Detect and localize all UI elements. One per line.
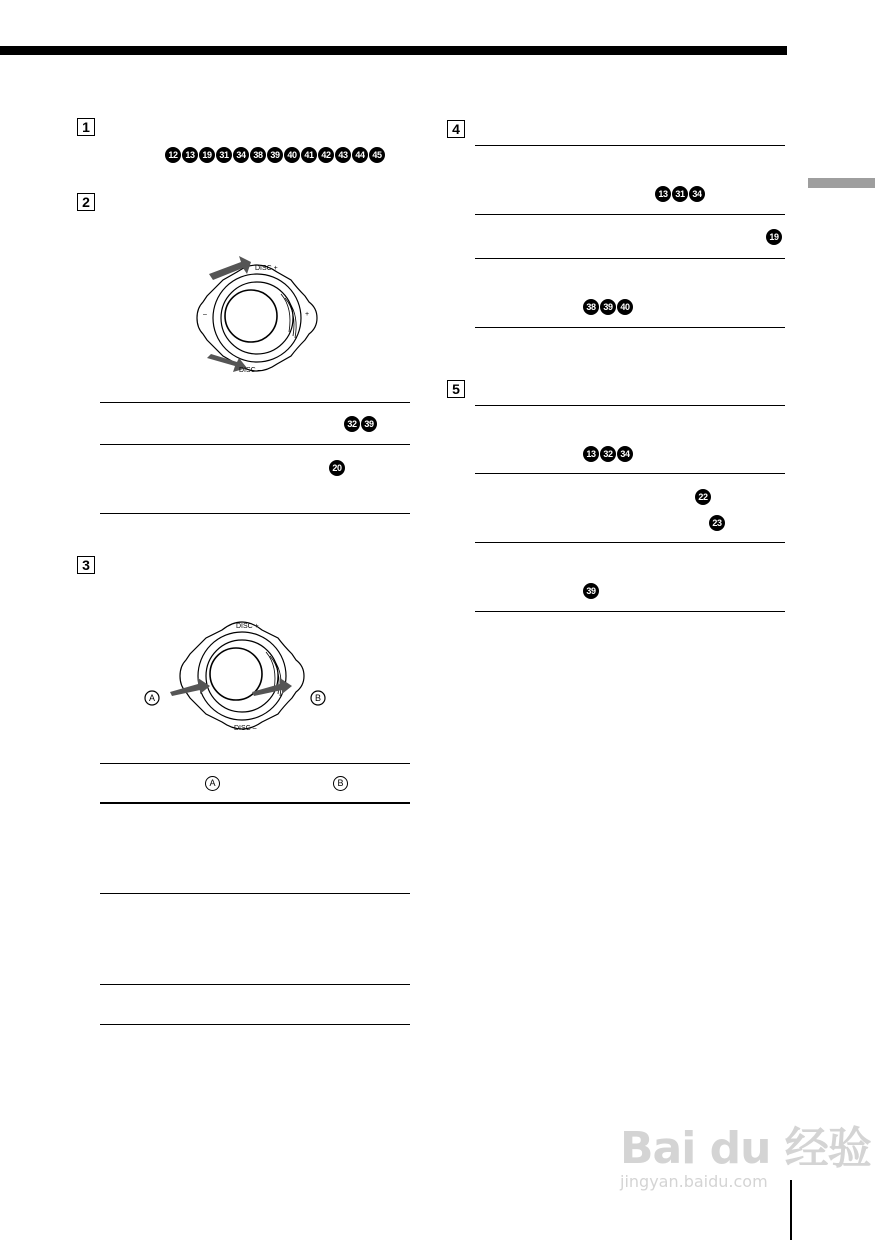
ref-badge: 41 [301, 147, 317, 163]
ref-badge: 45 [369, 147, 385, 163]
ref-badge: 40 [284, 147, 300, 163]
ref-badge: 13 [655, 186, 671, 202]
control-dial-figure-1 [185, 250, 330, 385]
side-tab [808, 178, 875, 188]
section-1-refs [165, 147, 385, 163]
ref-badge: 40 [617, 299, 633, 315]
section-5-row-3-refs [583, 583, 599, 599]
baidu-watermark [620, 1112, 871, 1191]
table-rule [100, 984, 410, 985]
table-rule [475, 405, 785, 406]
section-4-number: 4 [447, 120, 465, 138]
ref-badge: 34 [689, 186, 705, 202]
ref-badge: 13 [182, 147, 198, 163]
table-rule [100, 1024, 410, 1025]
section-4-row-3-refs [583, 299, 633, 315]
ref-badge: 43 [335, 147, 351, 163]
minus-label: – [203, 311, 207, 318]
section-5-row-2-ref-b [709, 515, 725, 531]
ref-badge: 22 [695, 489, 711, 505]
table-rule [100, 444, 410, 445]
label-a: A [149, 693, 156, 703]
ref-badge: 19 [199, 147, 215, 163]
section-2-number: 2 [77, 193, 95, 211]
ref-badge: 34 [617, 446, 633, 462]
ref-badge: 32 [344, 416, 360, 432]
section-2-row-1-refs [344, 416, 377, 432]
section-3-number: 3 [77, 556, 95, 574]
watermark-logo-text: Bai du 经验 [620, 1123, 871, 1174]
column-a-header: A [205, 776, 220, 791]
table-rule [100, 513, 410, 514]
ref-badge: 34 [233, 147, 249, 163]
section-2-row-2-refs [329, 460, 345, 476]
top-rule [0, 46, 787, 55]
ref-badge: 39 [361, 416, 377, 432]
table-rule [475, 214, 785, 215]
ref-badge: 39 [583, 583, 599, 599]
ref-badge: 38 [250, 147, 266, 163]
plus-label: + [305, 311, 310, 318]
ref-badge: 23 [709, 515, 725, 531]
table-rule [475, 258, 785, 259]
column-b-header: B [333, 776, 348, 791]
table-rule [475, 327, 785, 328]
ref-badge: 44 [352, 147, 368, 163]
section-1-number: 1 [77, 118, 95, 136]
ref-badge: 31 [672, 186, 688, 202]
table-rule [475, 145, 785, 146]
ref-badge: 39 [267, 147, 283, 163]
ref-badge: 13 [583, 446, 599, 462]
ref-badge: 42 [318, 147, 334, 163]
section-4-row-1-refs [655, 186, 705, 202]
table-rule [475, 611, 785, 612]
ref-badge: 31 [216, 147, 232, 163]
table-rule [100, 763, 410, 764]
table-rule [475, 473, 785, 474]
disc-plus-label: DISC + [236, 623, 259, 630]
control-dial-figure-2 [140, 610, 340, 740]
table-rule [100, 802, 410, 804]
ref-badge: 12 [165, 147, 181, 163]
watermark-url: jingyan.baidu.com [620, 1172, 768, 1191]
ref-badge: 39 [600, 299, 616, 315]
disc-minus-label: DISC – [239, 367, 262, 374]
label-b: B [315, 693, 322, 703]
ref-badge: 38 [583, 299, 599, 315]
disc-plus-label: DISC + [255, 265, 278, 272]
table-rule [475, 542, 785, 543]
section-5-number: 5 [447, 380, 465, 398]
section-5-row-2-ref-a [695, 489, 711, 505]
section-4-row-2-refs [766, 229, 782, 245]
ref-badge: 19 [766, 229, 782, 245]
ref-badge: 32 [600, 446, 616, 462]
ref-badge: 20 [329, 460, 345, 476]
disc-minus-label: DISC – [234, 725, 257, 732]
table-rule [100, 402, 410, 403]
table-rule [100, 893, 410, 894]
section-5-row-1-refs [583, 446, 633, 462]
